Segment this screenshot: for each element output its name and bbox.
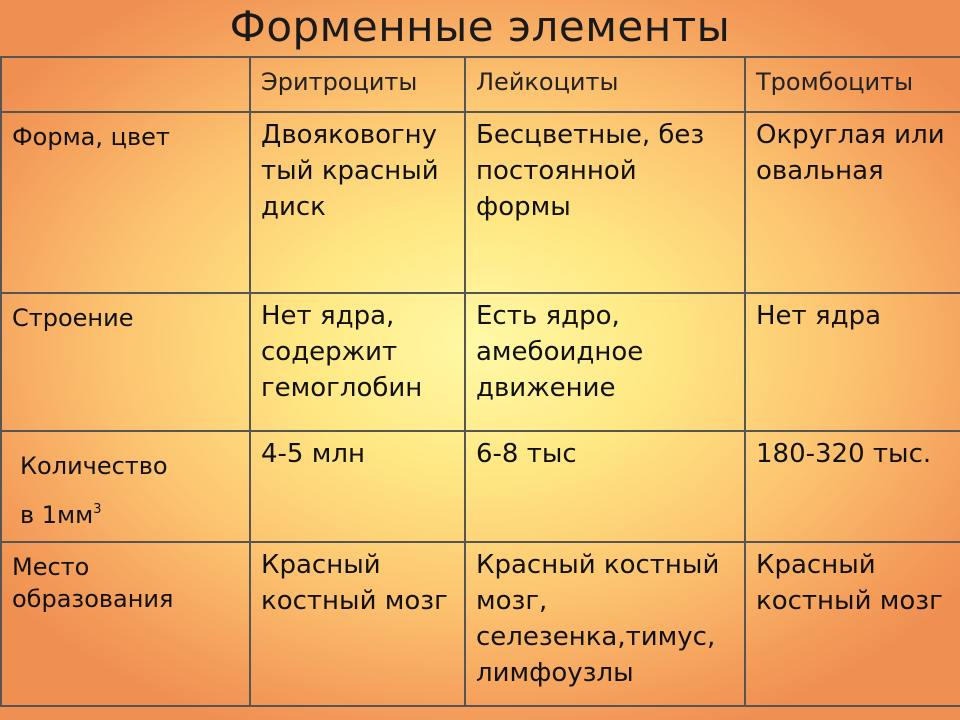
row-label-quantity-line2	[20, 488, 241, 537]
cell-erythrocytes-shape: Двояковогну тый красный диск	[250, 112, 465, 293]
row-label-origin: Место образования	[1, 542, 250, 706]
blood-cells-table	[0, 56, 960, 707]
header-corner-cell	[1, 57, 250, 112]
row-label-quantity-exponent: 3	[93, 502, 102, 517]
table-row-structure	[1, 293, 960, 431]
table-row-origin	[1, 542, 960, 706]
cell-leukocytes-quantity: 6-8 тыс	[465, 431, 745, 542]
table-header-row	[1, 57, 960, 112]
row-label-structure: Строение	[1, 293, 250, 431]
header-thrombocytes: Тромбоциты	[745, 57, 960, 112]
table-row-shape-color	[1, 112, 960, 293]
table-row-quantity	[1, 431, 960, 542]
cell-erythrocytes-structure: Нет ядра, содержит гемоглобин	[250, 293, 465, 431]
cell-leukocytes-origin: Красный костный мозг, селезенка,тимус, лимфоузлы	[465, 542, 745, 706]
header-erythrocytes: Эритроциты	[250, 57, 465, 112]
cell-thrombocytes-shape: Округлая или овальная	[745, 112, 960, 293]
cell-leukocytes-shape: Бесцветные, без постоянной формы	[465, 112, 745, 293]
slide-title: Форменные элементы	[229, 2, 731, 51]
row-label-quantity-line1: Количество	[20, 452, 168, 480]
cell-thrombocytes-quantity: 180-320 тыс.	[745, 431, 960, 542]
row-label-shape-color: Форма, цвет	[1, 112, 250, 293]
header-leukocytes: Лейкоциты	[465, 57, 745, 112]
cell-leukocytes-structure: Есть ядро, амебоидное движение	[465, 293, 745, 431]
row-label-quantity-unit: в 1мм	[20, 501, 94, 529]
row-label-quantity	[1, 431, 250, 542]
cell-thrombocytes-structure: Нет ядра	[745, 293, 960, 431]
cell-erythrocytes-origin: Красный костный мозг	[250, 542, 465, 706]
cell-erythrocytes-quantity: 4-5 млн	[250, 431, 465, 542]
cell-thrombocytes-origin: Красный костный мозг	[745, 542, 960, 706]
